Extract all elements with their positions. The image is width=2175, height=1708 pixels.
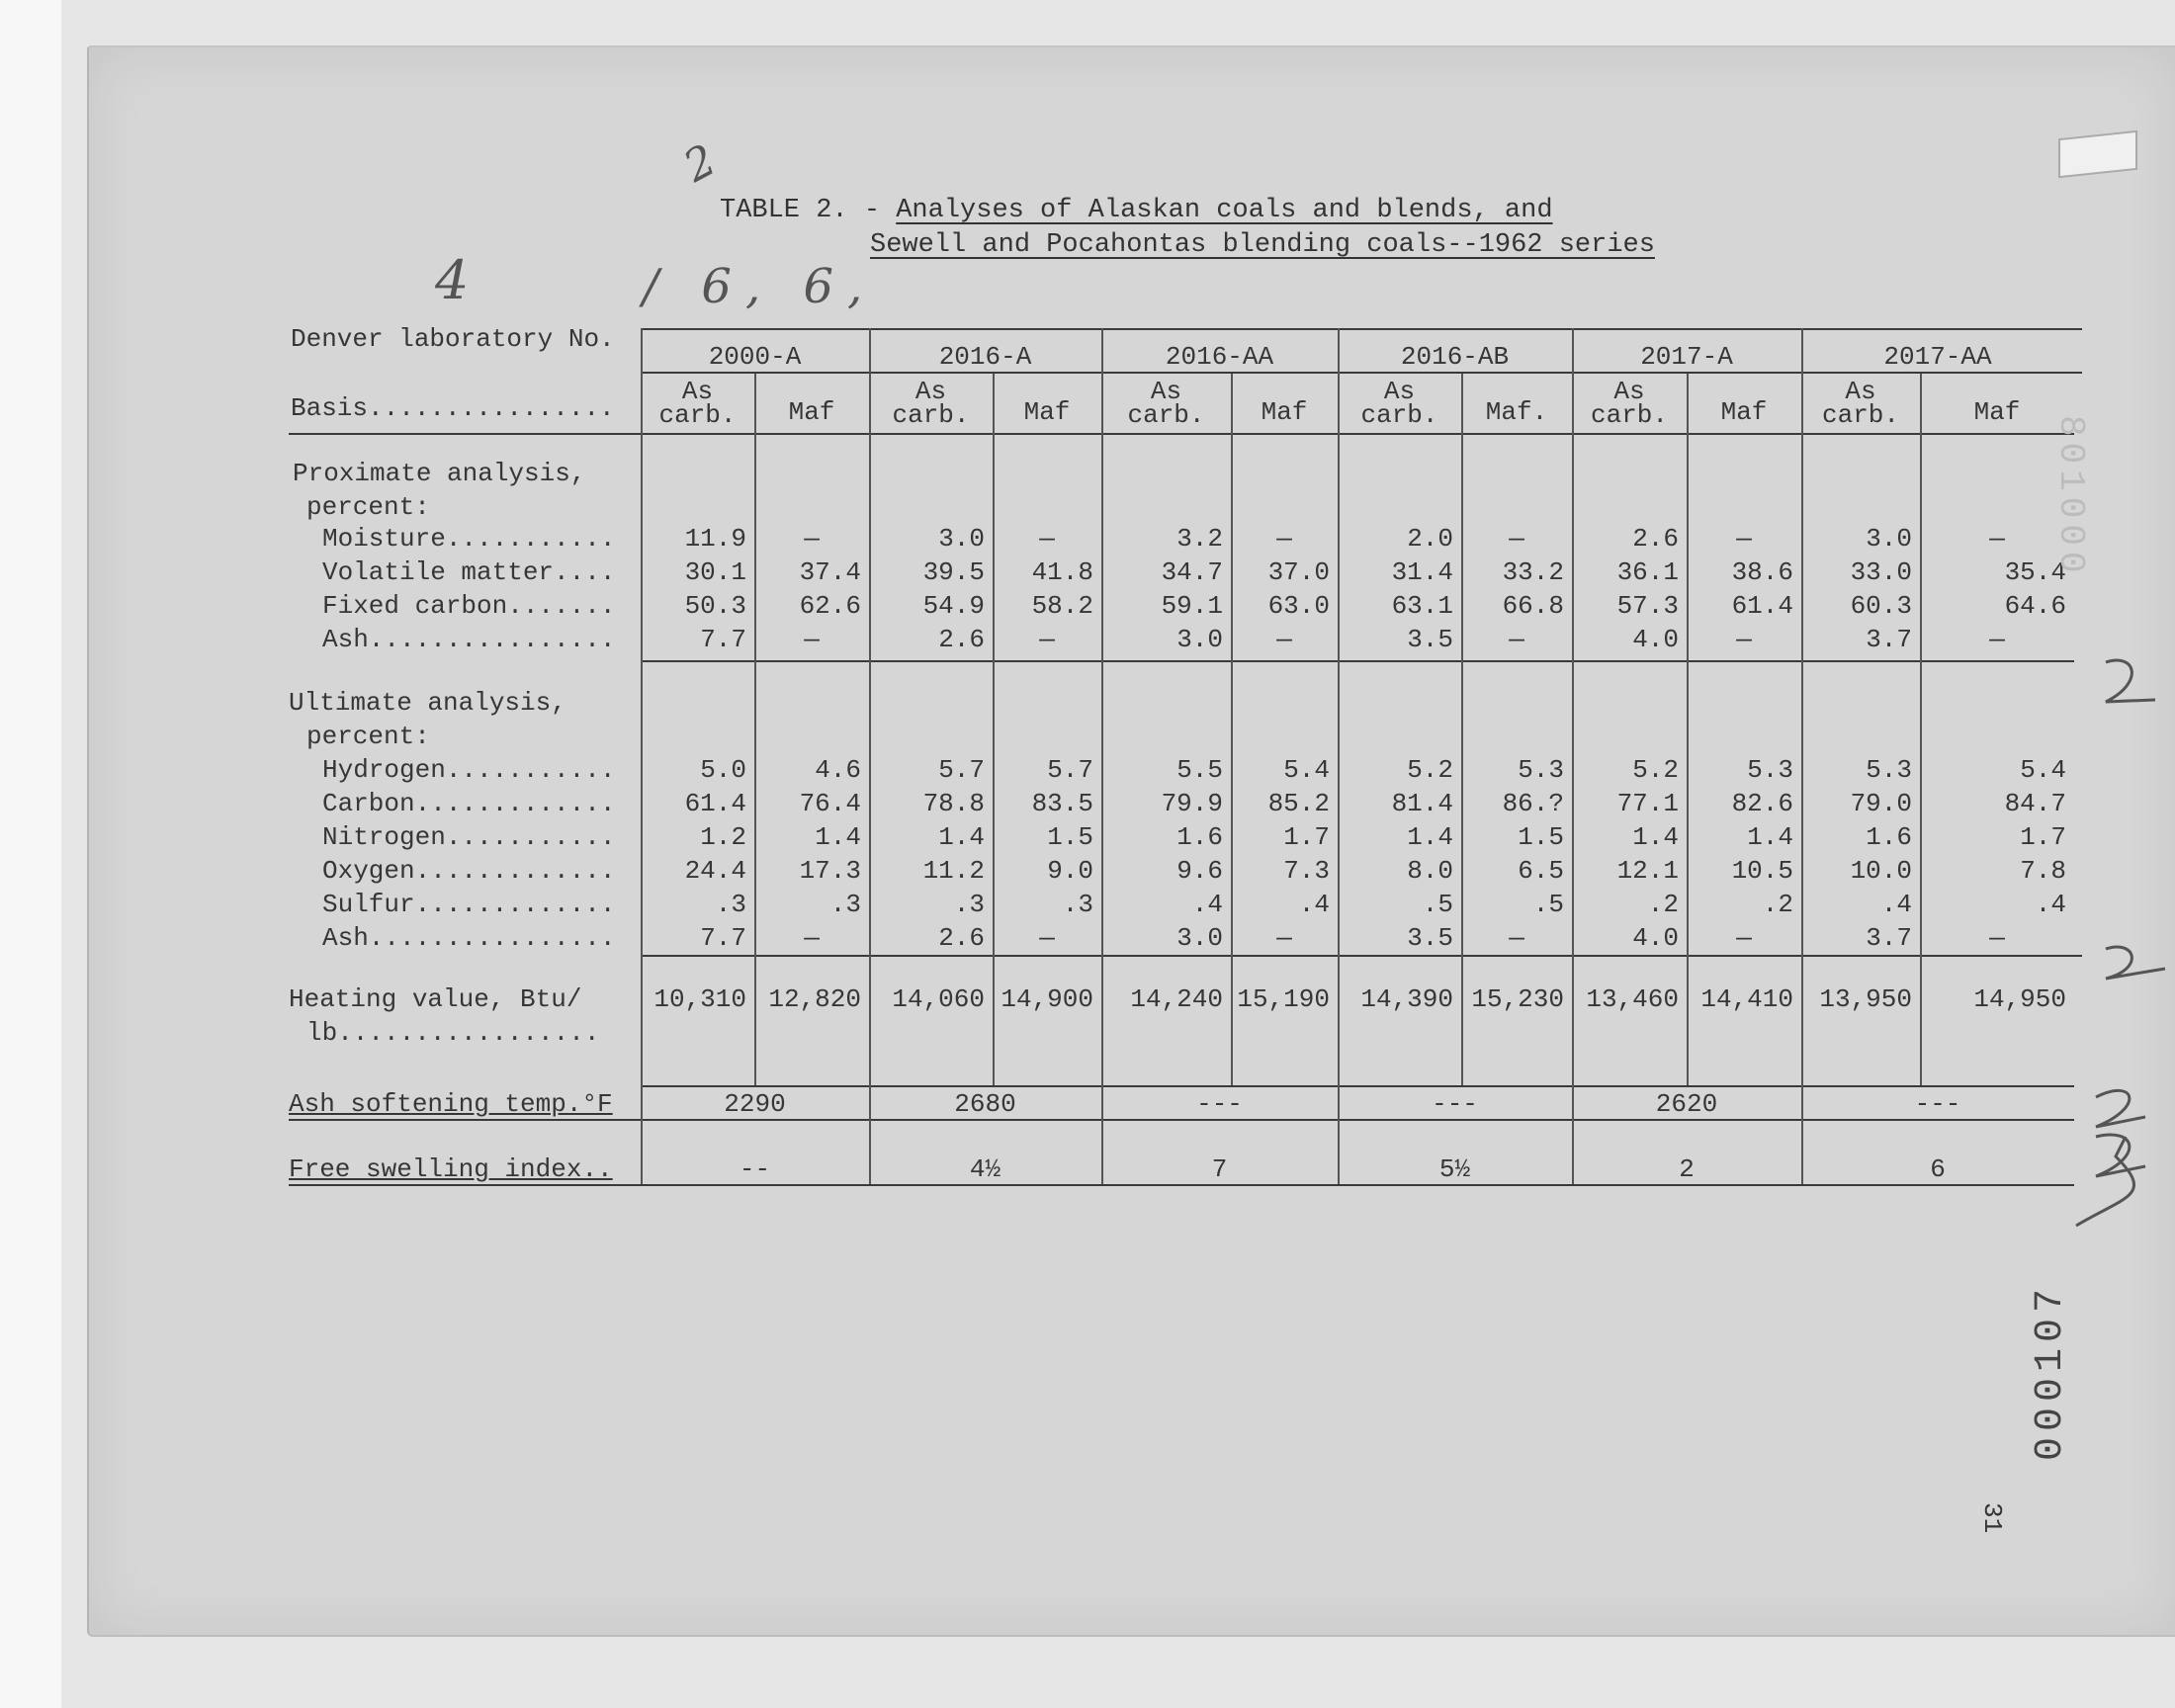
cell-value: 1.5 [1047,822,1093,852]
heating-value-cell: 10,310 [653,984,746,1014]
cell-value: 54.9 [922,591,985,621]
cell-value: .2 [1762,890,1793,919]
page-number: 31 [1977,1502,2007,1534]
cell-value: 1.4 [1747,822,1793,852]
cell-value: .2 [1647,890,1679,919]
cell-value: 3.5 [1407,923,1453,953]
cell-value: 4.0 [1632,625,1679,654]
row-label: Sulfur............. [322,890,616,919]
cell-value: 5.0 [700,755,746,785]
row-label: Fixed carbon....... [322,591,616,621]
ash-softening-value: 2680 [954,1089,1016,1119]
cell-value: 61.4 [684,789,746,818]
cell-value: 7.7 [700,923,746,953]
free-swelling-value: -- [739,1154,771,1184]
cell-value: 2.6 [1632,524,1679,554]
rule-subcolumn-divider [1231,374,1233,1085]
cell-value: 24.4 [684,856,746,886]
cell-value: 3.5 [1407,625,1453,654]
cell-value: 11.9 [684,524,746,554]
ash-softening-value: 2290 [724,1089,786,1119]
cell-value: 6.5 [1518,856,1564,886]
basis-header: As carb. [1360,377,1438,430]
cell-value: 50.3 [684,591,746,621]
cell-value: 5.3 [1866,755,1912,785]
cell-value: 58.2 [1031,591,1093,621]
proximate-heading: Proximate analysis, [293,459,586,488]
row-label: Nitrogen........... [322,822,616,852]
ultimate-heading: Ultimate analysis, [289,688,566,718]
cell-value: 3.0 [938,524,985,554]
ash-softening-value: --- [1196,1089,1243,1119]
basis-header: Maf [1973,397,2021,427]
free-swelling-value: 5½ [1438,1154,1471,1184]
cell-value: 5.7 [938,755,985,785]
rule-heating-bottom [641,1085,2074,1087]
row-label: Ash................ [322,923,616,953]
sample-id: 2017-AA [1883,342,1992,372]
cell-value: 3.0 [1176,625,1223,654]
cell-value: 1.5 [1518,822,1564,852]
cell-value: — [1509,524,1524,554]
cell-value: 35.4 [2004,557,2066,587]
cell-value: 78.8 [922,789,985,818]
rule-subcolumn-divider [1920,374,1922,1085]
cell-value: 81.4 [1391,789,1453,818]
cell-value: 77.1 [1616,789,1679,818]
rule-header-bottom [289,433,2074,435]
cell-value: 12.1 [1616,856,1679,886]
cell-value: — [1039,524,1055,554]
cell-value: 1.4 [938,822,985,852]
margin-checkmarks [2066,642,2175,1236]
heating-value-cell: 14,390 [1360,984,1453,1014]
ash-softening-value: --- [1432,1089,1478,1119]
cell-value: 30.1 [684,557,746,587]
basis-header: As carb. [658,377,737,430]
cell-value: 3.0 [1176,923,1223,953]
scan-left-margin [0,0,61,1708]
basis-header: As carb. [1590,377,1668,430]
rule-group-under [641,372,2082,374]
cell-value: 10.5 [1731,856,1793,886]
proximate-subheading: percent: [306,492,430,522]
rule-subcolumn-divider [993,374,995,1085]
cell-value: — [1276,923,1292,953]
cell-value: .4 [2035,890,2066,919]
cell-value: 86.? [1502,789,1564,818]
row-label: Volatile matter.... [322,557,616,587]
heating-value-cell: 14,060 [892,984,985,1014]
cell-value: .5 [1532,890,1564,919]
cell-value: — [1039,625,1055,654]
cell-value: 34.7 [1161,557,1223,587]
rule-ash-softening [289,1119,2074,1121]
cell-value: .4 [1191,890,1223,919]
cell-value: — [1276,625,1292,654]
cell-value: 66.8 [1502,591,1564,621]
cell-value: 7.8 [2020,856,2066,886]
cell-value: 5.5 [1176,755,1223,785]
heating-value-cell: 12,820 [768,984,861,1014]
row-label: Carbon............. [322,789,616,818]
ultimate-subheading: percent: [306,722,430,751]
sample-id: 2000-A [708,342,802,372]
cell-value: — [1039,923,1055,953]
table-title-line2: Sewell and Pocahontas blending coals--1962 series [870,230,1655,260]
cell-value: 85.2 [1267,789,1330,818]
heating-value-cell: 13,460 [1586,984,1679,1014]
cell-value: 3.7 [1866,625,1912,654]
cell-value: — [804,923,820,953]
cell-value: — [1736,524,1752,554]
cell-value: 4.0 [1632,923,1679,953]
basis-header: As carb. [1127,377,1205,430]
cell-value: — [1736,923,1752,953]
heating-value-cell: 14,410 [1700,984,1793,1014]
table-title-line1: Analyses of Alaskan coals and blends, and [896,196,1553,225]
cell-value: 63.1 [1391,591,1453,621]
cell-value: 31.4 [1391,557,1453,587]
cell-value: — [804,524,820,554]
cell-value: 5.2 [1407,755,1453,785]
faint-archive-number: 801000 [2050,415,2091,579]
basis-header: Maf [788,397,835,427]
cell-value: 9.6 [1176,856,1223,886]
cell-value: .3 [829,890,861,919]
table-title [720,194,1655,263]
cell-value: 2.0 [1407,524,1453,554]
cell-value: .3 [953,890,985,919]
archive-number: 000107 [2029,1282,2073,1461]
ash-softening-value: 2620 [1655,1089,1718,1119]
cell-value: — [1276,524,1292,554]
cell-value: — [804,625,820,654]
cell-value: 62.6 [799,591,861,621]
cell-value: 5.4 [2020,755,2066,785]
cell-value: 3.0 [1866,524,1912,554]
cell-value: .4 [1298,890,1330,919]
cell-value: — [1989,524,2005,554]
ash-softening-value: --- [1914,1089,1961,1119]
cell-value: 79.0 [1850,789,1912,818]
checkmark-2 [2106,947,2165,979]
cell-value: — [1989,625,2005,654]
paper-tab-mark [2058,130,2137,178]
cell-value: 11.2 [922,856,985,886]
cell-value: 41.8 [1031,557,1093,587]
cell-value: 1.6 [1866,822,1912,852]
heating-value-cell: 14,900 [1000,984,1093,1014]
cell-value: 37.0 [1267,557,1330,587]
cell-value: 84.7 [2004,789,2066,818]
free-swelling-value: 7 [1211,1154,1228,1184]
heating-value-label: Heating value, Btu/ [289,984,582,1014]
cell-value: 1.7 [1283,822,1330,852]
cell-value: — [1736,625,1752,654]
rule-top [641,328,2082,330]
cell-value: .5 [1422,890,1453,919]
handwritten-ticks: / 6, 6, [643,259,877,314]
cell-value: 10.0 [1850,856,1912,886]
cell-value: 57.3 [1616,591,1679,621]
basis-label: Basis................ [291,393,615,423]
cell-value: 76.4 [799,789,861,818]
cell-value: 79.9 [1161,789,1223,818]
lab-number-label: Denver laboratory No. [291,324,615,354]
rule-free-swelling [289,1184,2074,1186]
cell-value: 7.3 [1283,856,1330,886]
checkmark-4 [2096,1135,2145,1176]
basis-header: As carb. [1821,377,1899,430]
cell-value: — [1989,923,2005,953]
cell-value: 9.0 [1047,856,1093,886]
cell-value: 1.6 [1176,822,1223,852]
cell-value: 83.5 [1031,789,1093,818]
cell-value: 1.4 [1632,822,1679,852]
table-title-prefix: TABLE 2. - [720,196,897,225]
cell-value: 59.1 [1161,591,1223,621]
cell-value: 5.3 [1747,755,1793,785]
row-label: Moisture........... [322,524,616,554]
cell-value: 17.3 [799,856,861,886]
rule-subcolumn-divider [1461,374,1463,1085]
rule-subcolumn-divider [754,374,756,1085]
rule-subcolumn-divider [1687,374,1689,1085]
handwritten-mark-left: 4 [435,249,470,311]
cell-value: 3.2 [1176,524,1223,554]
sample-id: 2017-A [1640,342,1733,372]
basis-header: Maf [1023,397,1071,427]
cell-value: 61.4 [1731,591,1793,621]
sample-id: 2016-AA [1165,342,1274,372]
sample-id: 2016-A [938,342,1032,372]
basis-header: Maf [1261,397,1308,427]
heating-value-cell: 15,230 [1471,984,1564,1014]
cell-value: 36.1 [1616,557,1679,587]
row-label: Ash................ [322,625,616,654]
cell-value: 33.2 [1502,557,1564,587]
cell-value: 2.6 [938,625,985,654]
sample-id: 2016-AB [1400,342,1510,372]
cell-value: 60.3 [1850,591,1912,621]
basis-header: As carb. [892,377,970,430]
cell-value: 33.0 [1850,557,1912,587]
cell-value: 5.3 [1518,755,1564,785]
checkmark-3 [2096,1090,2145,1127]
heating-value-cell: 14,240 [1130,984,1223,1014]
cell-value: .3 [1062,890,1093,919]
free-swelling-value: 2 [1679,1154,1695,1184]
free-swelling-label: Free swelling index.. [289,1154,613,1184]
cell-value: 38.6 [1731,557,1793,587]
row-label: Oxygen............. [322,856,616,886]
cell-value: 8.0 [1407,856,1453,886]
ash-softening-label: Ash softening temp.°F [289,1089,613,1119]
basis-header: Maf [1720,397,1768,427]
cell-value: .4 [1880,890,1912,919]
heating-value-cell: 15,190 [1237,984,1330,1014]
cell-value: 82.6 [1731,789,1793,818]
cell-value: 7.7 [700,625,746,654]
basis-header: Maf. [1485,397,1548,427]
heating-value-label-cont: lb................. [306,1018,600,1048]
free-swelling-value: 4½ [969,1154,1001,1184]
cell-value: 5.4 [1283,755,1330,785]
cell-value: 1.4 [815,822,861,852]
cell-value: 1.7 [2020,822,2066,852]
cell-value: 2.6 [938,923,985,953]
cell-value: 39.5 [922,557,985,587]
heating-value-cell: 13,950 [1819,984,1912,1014]
cell-value: 37.4 [799,557,861,587]
cell-value: — [1509,923,1524,953]
free-swelling-value: 6 [1930,1154,1946,1184]
checkmark-1 [2106,660,2155,702]
cell-value: 5.7 [1047,755,1093,785]
heating-value-cell: 14,950 [1973,984,2066,1014]
cell-value: 4.6 [815,755,861,785]
rule-ultimate-bottom [641,955,2082,957]
cell-value: 63.0 [1267,591,1330,621]
row-label: Hydrogen........... [322,755,616,785]
rule-proximate-bottom [641,660,2074,662]
cell-value: — [1509,625,1524,654]
cell-value: 1.2 [700,822,746,852]
cell-value: .3 [715,890,746,919]
cell-value: 3.7 [1866,923,1912,953]
checkmark-5 [2076,1137,2134,1226]
cell-value: 64.6 [2004,591,2066,621]
cell-value: 1.4 [1407,822,1453,852]
handwritten-mark-top: 2 [675,134,725,193]
cell-value: 5.2 [1632,755,1679,785]
